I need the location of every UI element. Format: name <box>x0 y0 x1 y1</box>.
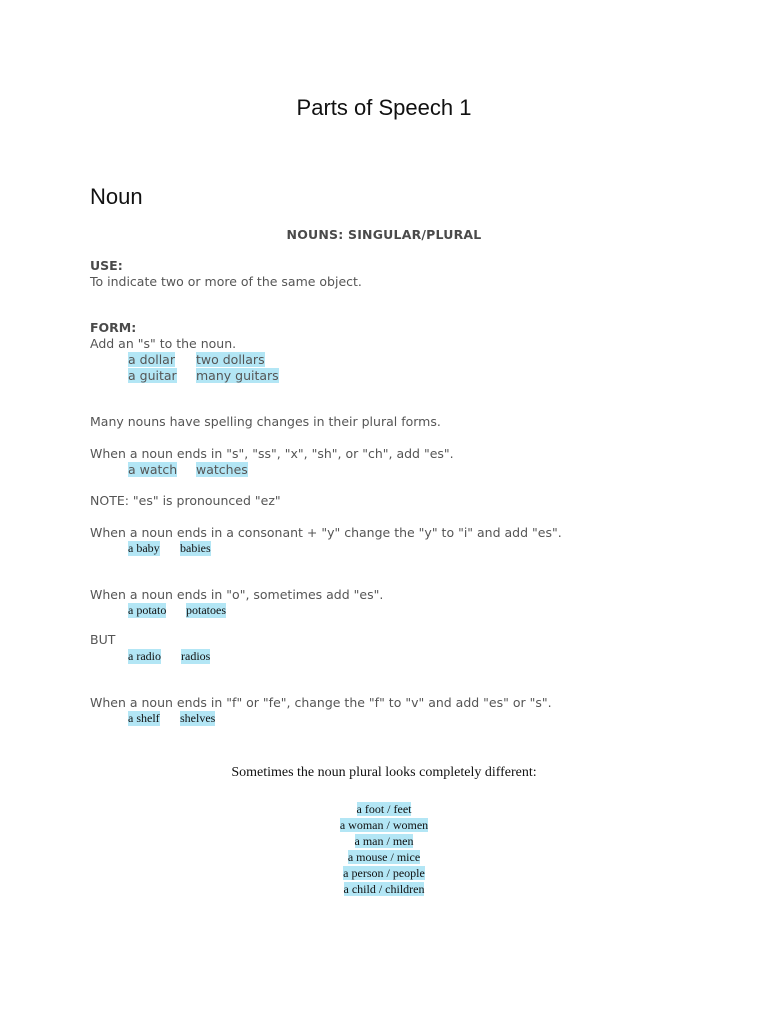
section-heading: Noun <box>90 184 143 209</box>
example-plural: potatoes <box>186 603 226 617</box>
irregular-item <box>0 802 768 817</box>
form-label: FORM: <box>90 320 137 335</box>
spelling-intro: Many nouns have spelling changes in their plural forms. <box>90 414 441 429</box>
page-title: Parts of Speech 1 <box>296 95 472 120</box>
use-text: To indicate two or more of the same object. <box>90 274 362 289</box>
irregular-text: a child / children <box>343 882 425 896</box>
use-label: USE: <box>90 258 123 273</box>
irregular-text: a woman / women <box>339 818 429 832</box>
irregular-item <box>0 866 768 881</box>
example-singular: a guitar <box>128 368 177 383</box>
irregular-text: a person / people <box>343 866 425 880</box>
example-plural: watches <box>196 462 248 477</box>
rule-y: When a noun ends in a consonant + "y" change the "y" to "i" and add "es". <box>90 525 562 540</box>
example-plural: two dollars <box>196 352 265 367</box>
example-singular: a radio <box>128 649 161 663</box>
rule-es: When a noun ends in "s", "ss", "x", "sh", or "ch", add "es". <box>90 446 454 461</box>
irregular-item <box>0 882 768 897</box>
irregular-text: a foot / feet <box>356 802 412 816</box>
example-plural: many guitars <box>196 368 279 383</box>
irregular-text: a man / men <box>354 834 414 848</box>
example-plural: shelves <box>180 711 216 725</box>
irregular-item <box>0 834 768 849</box>
rule-o: When a noun ends in "o", sometimes add "es". <box>90 587 384 602</box>
example-singular: a shelf <box>128 711 160 725</box>
irregular-intro: Sometimes the noun plural looks completely different: <box>231 765 537 780</box>
example-singular: a dollar <box>128 352 175 367</box>
example-singular: a baby <box>128 541 160 555</box>
but-label: BUT <box>90 632 116 647</box>
example-singular: a watch <box>128 462 178 477</box>
rule-f: When a noun ends in "f" or "fe", change the "f" to "v" and add "es" or "s". <box>90 695 552 710</box>
example-singular: a potato <box>128 603 167 617</box>
example-plural: radios <box>181 649 211 663</box>
irregular-item <box>0 818 768 833</box>
example-plural: babies <box>180 541 211 555</box>
irregular-text: a mouse / mice <box>347 850 421 864</box>
form-text: Add an "s" to the noun. <box>90 336 237 351</box>
note: NOTE: "es" is pronounced "ez" <box>90 493 281 508</box>
irregular-item <box>0 850 768 865</box>
subheading: NOUNS: SINGULAR/PLURAL <box>286 227 482 242</box>
